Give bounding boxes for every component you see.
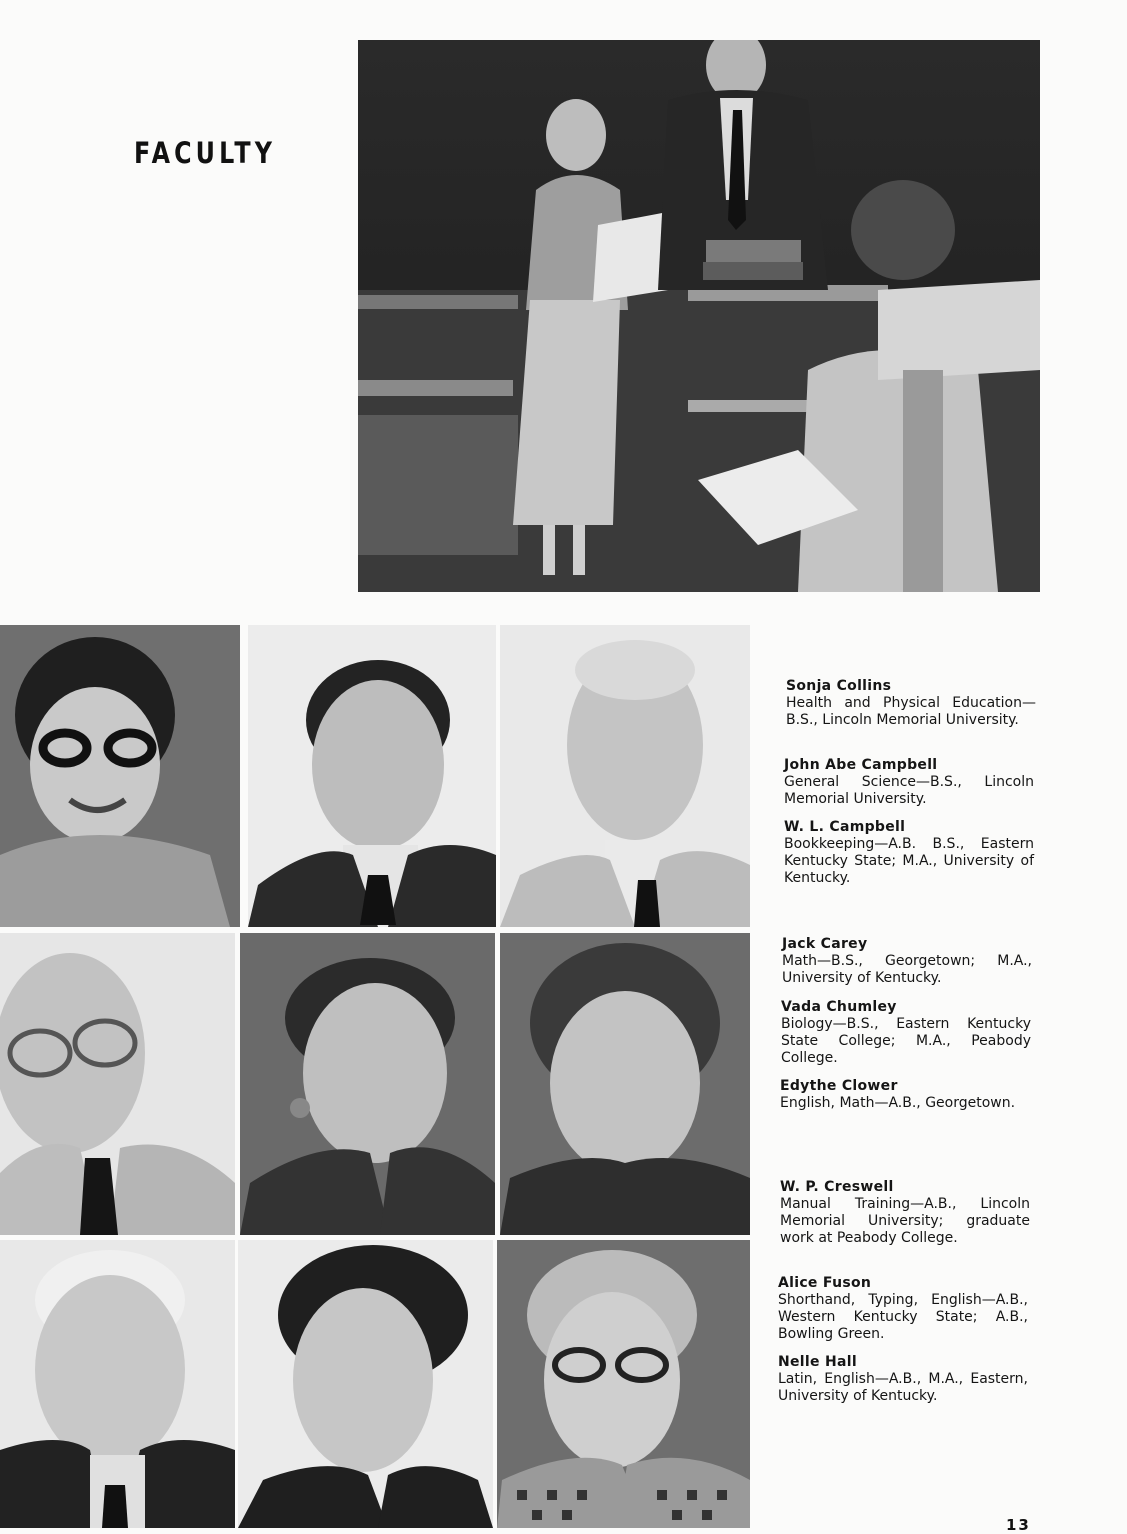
faculty-description: Biology—B.S., Eastern Kentucky State College; M.A., Peabody College. <box>781 1016 1031 1066</box>
faculty-description: Bookkeeping—A.B. B.S., Eastern Kentucky State; M.A., University of Kentucky. <box>784 836 1034 886</box>
bio-sonja-collins <box>786 678 1036 729</box>
page-number: 13 <box>1006 1516 1031 1534</box>
faculty-description: English, Math—A.B., Georgetown. <box>780 1095 1016 1111</box>
bio-w-l-campbell <box>784 819 1034 887</box>
page-title: FACULTY <box>134 136 277 170</box>
portrait-w-p-creswell <box>0 1240 235 1528</box>
bio-alice-fuson <box>778 1275 1028 1343</box>
faculty-description: Latin, English—A.B., M.A., Eastern, University of Kentucky. <box>778 1371 1028 1404</box>
faculty-name: Sonja Collins <box>786 678 892 694</box>
faculty-name: Edythe Clower <box>780 1078 898 1094</box>
faculty-name: Alice Fuson <box>778 1275 872 1291</box>
faculty-name: Jack Carey <box>782 936 868 952</box>
faculty-description: Health and Physical Education—B.S., Lincoln Memorial University. <box>786 695 1036 728</box>
portrait-w-l-campbell <box>500 625 750 927</box>
faculty-description: General Science—B.S., Lincoln Memorial University. <box>784 774 1034 807</box>
bio-edythe-clower <box>780 1078 1030 1112</box>
bio-vada-chumley <box>781 999 1031 1067</box>
bio-w-p-creswell <box>780 1179 1030 1247</box>
faculty-description: Shorthand, Typing, English—A.B., Western Kentucky State; A.B., Bowling Green. <box>778 1292 1028 1342</box>
faculty-name: W. L. Campbell <box>784 819 906 835</box>
faculty-name: Vada Chumley <box>781 999 897 1015</box>
portrait-vada-chumley <box>240 933 495 1235</box>
bio-jack-carey <box>782 936 1032 987</box>
portrait-sonja-collins <box>0 625 240 927</box>
faculty-description: Math—B.S., Georgetown; M.A., University of Kentucky. <box>782 953 1032 986</box>
faculty-name: W. P. Creswell <box>780 1179 894 1195</box>
faculty-name: Nelle Hall <box>778 1354 857 1370</box>
faculty-description: Manual Training—A.B., Lincoln Memorial University; graduate work at Peabody College. <box>780 1196 1030 1246</box>
portrait-jack-carey <box>0 933 235 1235</box>
portrait-john-abe-campbell <box>248 625 496 927</box>
portrait-nelle-hall <box>497 1240 750 1528</box>
classroom-photo <box>358 40 1040 592</box>
portrait-edythe-clower <box>500 933 750 1235</box>
bio-john-abe-campbell <box>784 757 1034 808</box>
bio-nelle-hall <box>778 1354 1028 1405</box>
portrait-alice-fuson <box>238 1240 493 1528</box>
faculty-name: John Abe Campbell <box>784 757 938 773</box>
